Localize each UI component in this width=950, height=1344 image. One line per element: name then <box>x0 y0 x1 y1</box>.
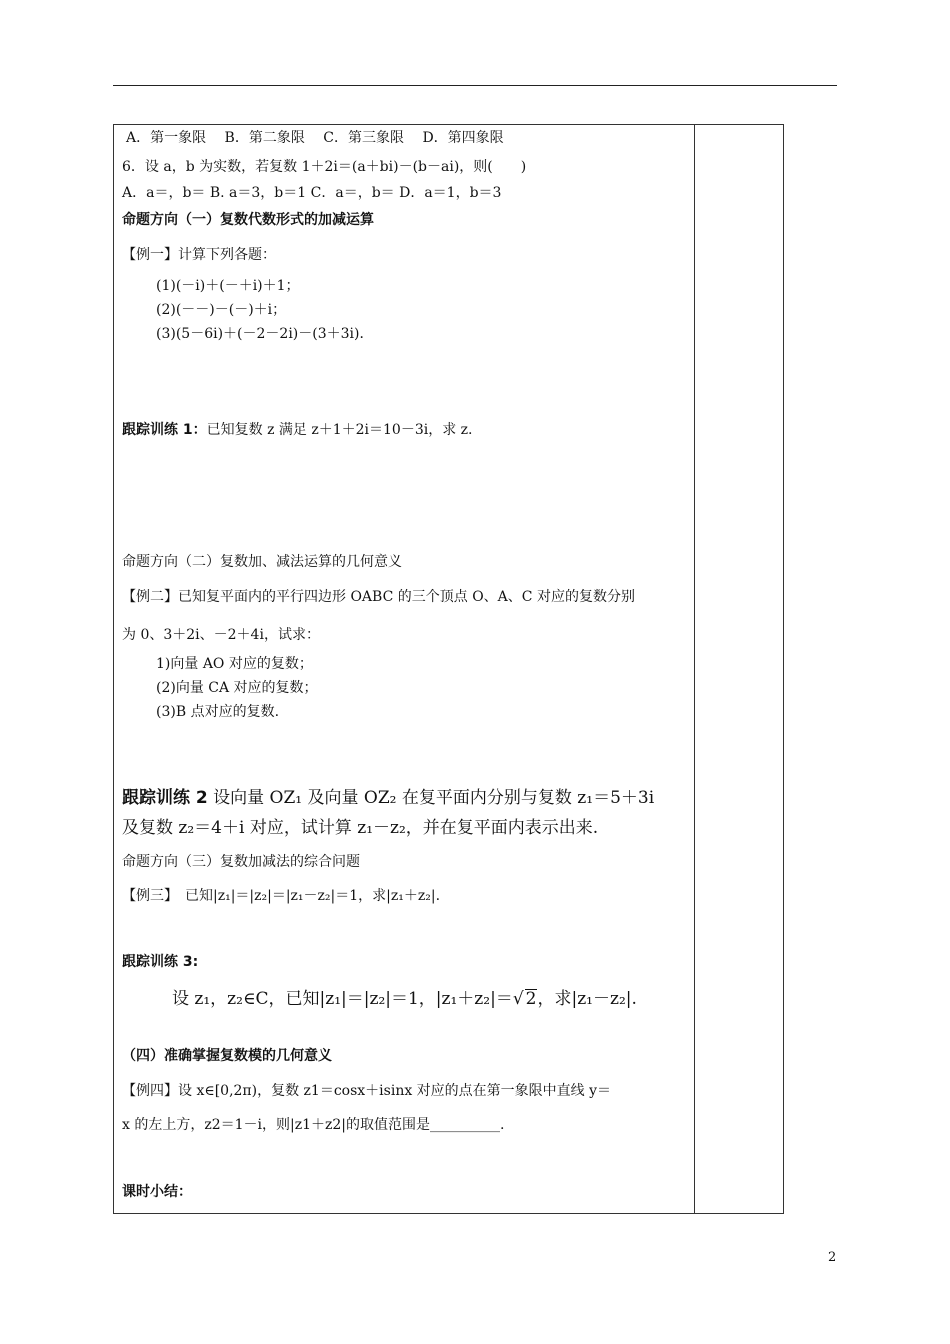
sqrt-symbol: √ <box>512 989 524 1009</box>
content-table <box>113 124 784 1214</box>
choice-options: A．第一象限 B．第二象限 C．第三象限 D．第四象限 <box>126 130 504 146</box>
example-2-item-3: (3)B 点对应的复数. <box>156 704 280 720</box>
topic-2-heading: 命题方向（二）复数加、减法运算的几何意义 <box>122 554 402 570</box>
question-6-options: A．a＝，b＝ B. a＝3，b＝1 C．a＝，b＝ D．a＝1，b＝3 <box>122 185 502 201</box>
question-6: 6．设 a，b 为实数，若复数 1＋2i＝(a＋bi)－(b－ai)，则( ) <box>122 159 527 175</box>
example-1-item-2: (2)(－－)－(－)＋i； <box>156 302 287 318</box>
practice-2-line-2: 及复数 z₂＝4＋i 对应，试计算 z₁－z₂，并在复平面内表示出来. <box>122 818 599 838</box>
practice-1: 跟踪训练 1：已知复数 z 满足 z＋1＋2i＝10－3i，求 z. <box>122 422 473 438</box>
content-cell <box>122 125 692 1213</box>
example-1-item-1: (1)(－i)＋(－＋i)＋1； <box>156 278 300 294</box>
practice-3-title: 跟踪训练 3: <box>122 954 199 970</box>
topic-4-heading: （四）准确掌握复数模的几何意义 <box>122 1048 332 1064</box>
example-1-title: 【例一】计算下列各题： <box>122 247 276 263</box>
header-rule <box>113 85 837 86</box>
topic-1-heading: 命题方向（一）复数代数形式的加减运算 <box>122 212 374 228</box>
summary-title: 课时小结： <box>122 1184 192 1200</box>
example-3: 【例三】 已知|z₁|＝|z₂|＝|z₁－z₂|＝1，求|z₁＋z₂|. <box>122 888 441 904</box>
example-1-item-3: (3)(5－6i)＋(－2－2i)－(3＋3i)． <box>156 326 374 342</box>
practice-3-formula: 设 z₁，z₂∈C，已知|z₁|＝|z₂|＝1，|z₁＋z₂|＝√ 2，求|z₁－z₂|. <box>172 989 637 1009</box>
example-4-line-1: 【例四】设 x∈[0,2π)，复数 z1＝cosx＋isinx 对应的点在第一象限中直线 y＝ <box>122 1083 612 1099</box>
example-2-line-1: 【例二】已知复平面内的平行四边形 OABC 的三个顶点 O、A、C 对应的复数分别 <box>122 589 635 605</box>
column-divider <box>694 125 695 1213</box>
example-4-line-2: x 的左上方，z2＝1－i，则|z1＋z2|的取值范围是__________. <box>122 1117 505 1133</box>
example-2-line-2: 为 0、3＋2i、－2＋4i，试求： <box>122 627 320 643</box>
practice-2-line-1: 跟踪训练 2 设向量 OZ₁ 及向量 OZ₂ 在复平面内分别与复数 z₁＝5＋3i <box>122 788 655 808</box>
example-2-item-2: (2)向量 CA 对应的复数； <box>156 680 318 696</box>
page-number: 2 <box>828 1250 837 1265</box>
example-2-item-1: 1)向量 AO 对应的复数； <box>156 656 313 672</box>
topic-3-heading: 命题方向（三）复数加减法的综合问题 <box>122 854 360 870</box>
